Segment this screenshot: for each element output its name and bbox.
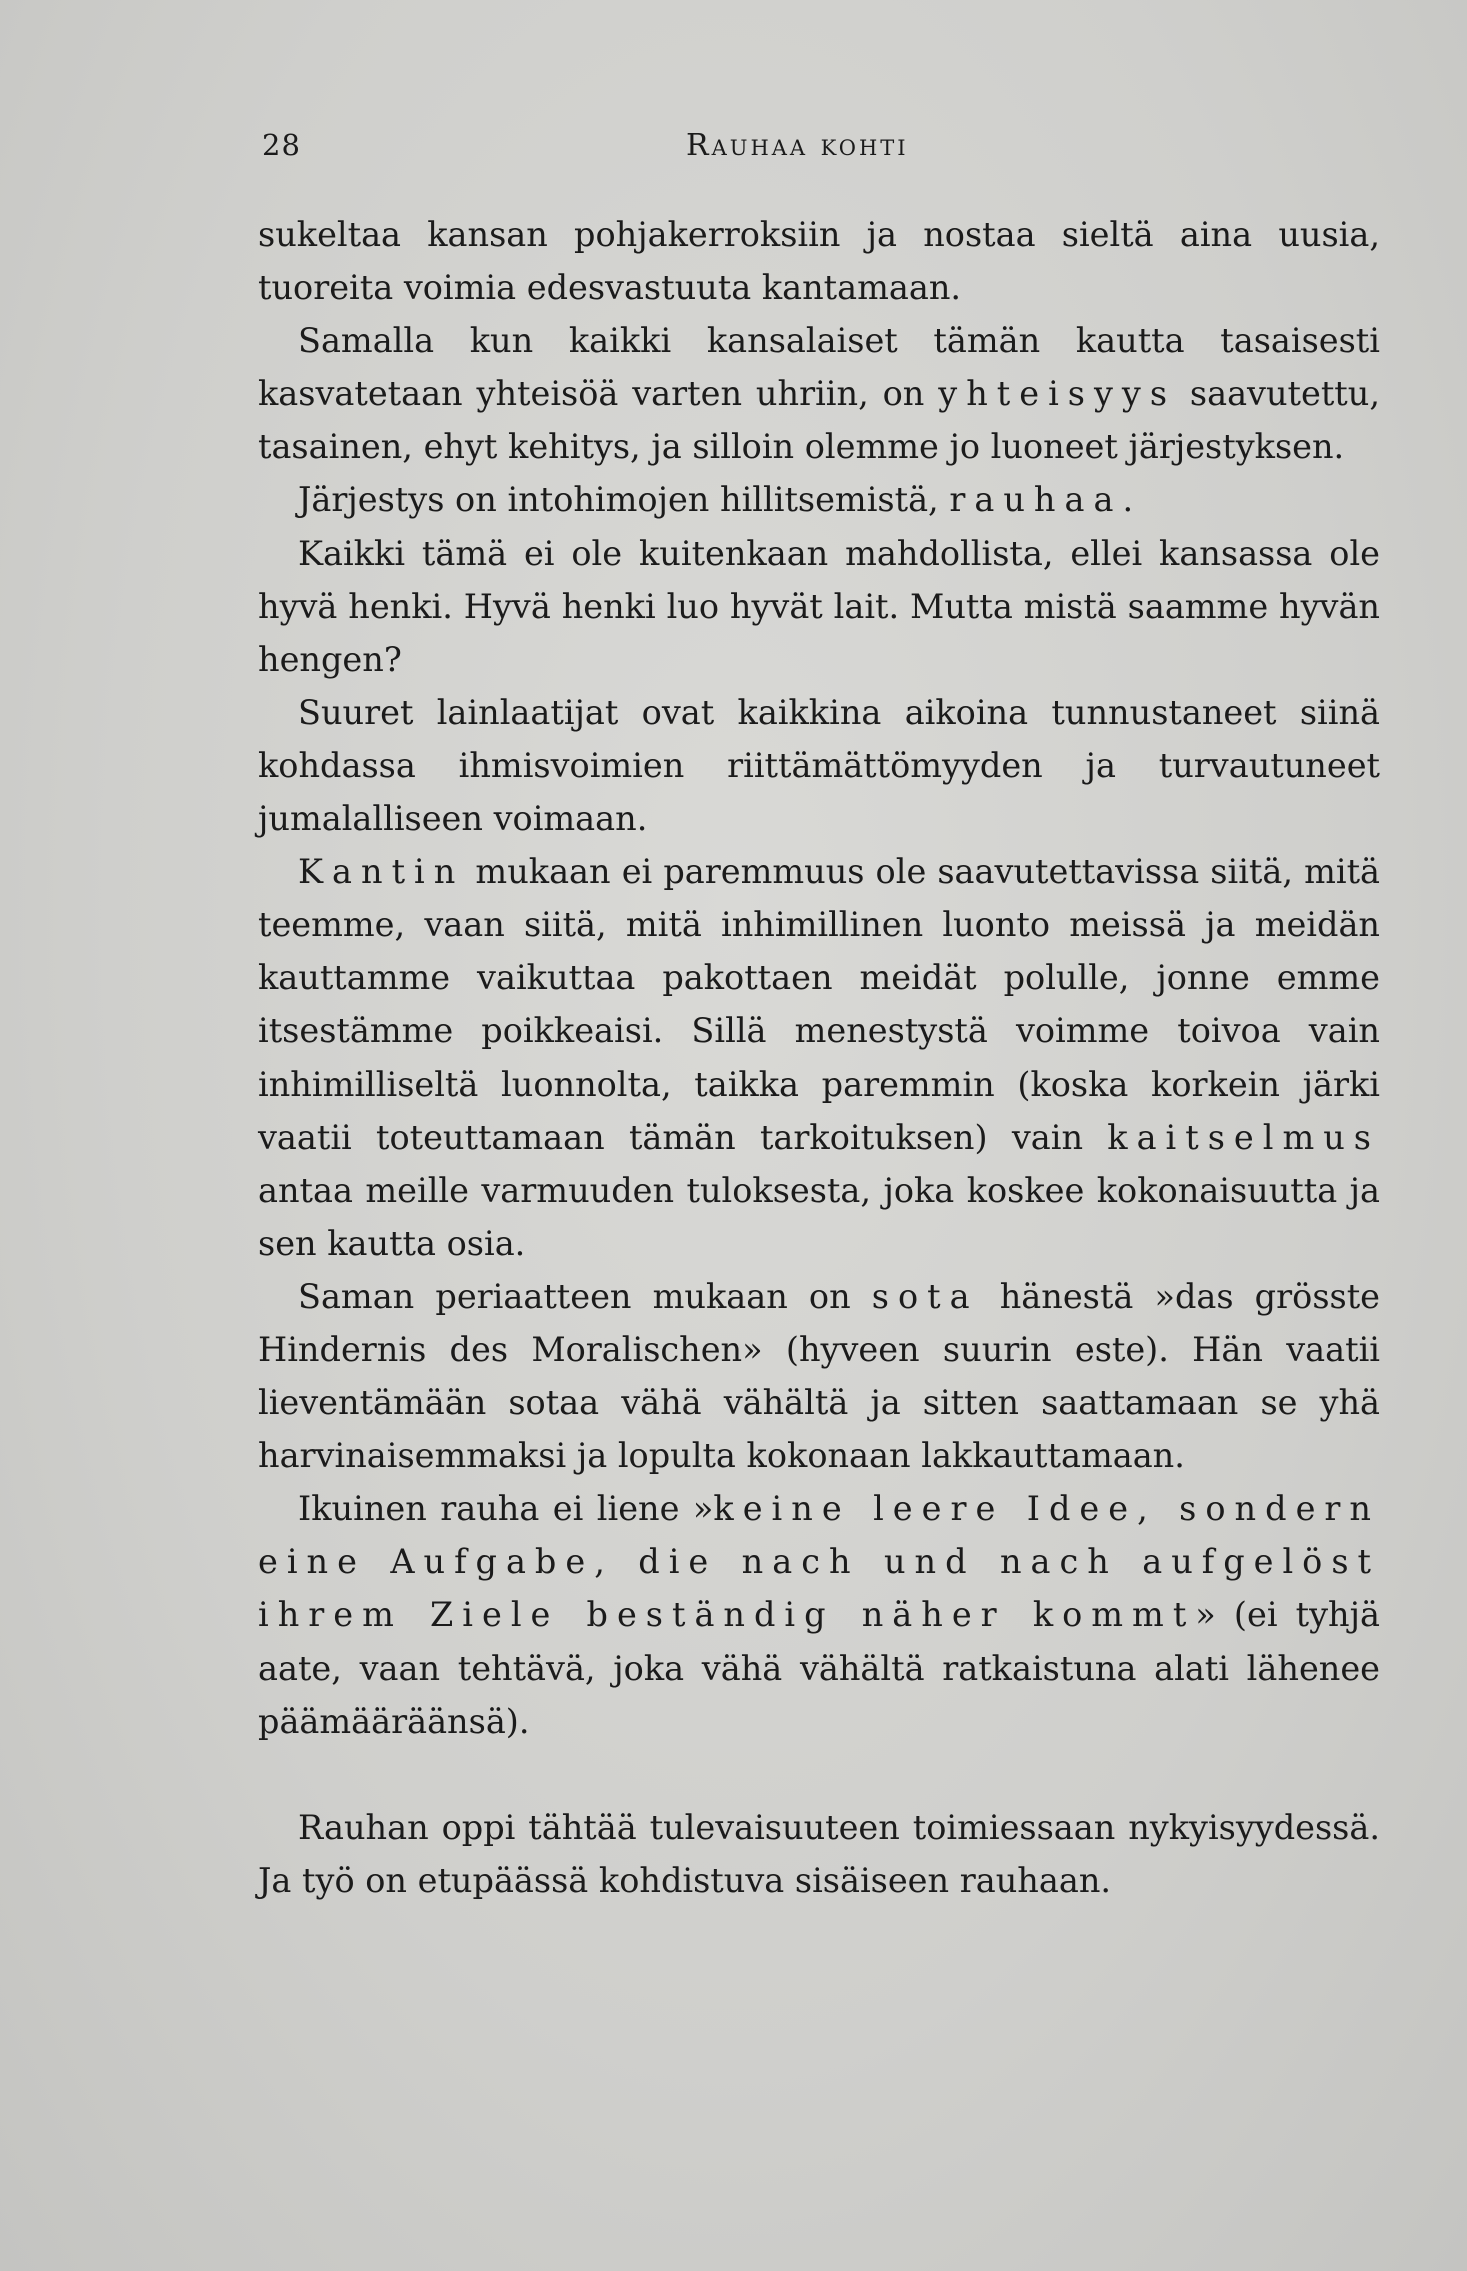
text-segment: mukaan ei paremmuus ole saavutettavissa siitä, mitä teemme, vaan siitä, mitä inhimillinen luonto meissä ja meidän kauttamme vaikuttaa pakottaen meidät polulle, jonne emme itsestämme poikkeaisi. Sillä menestystä voimme toivoa vain inhimilliseltä luonnolta, taikka paremmin (koska korkein järki vaatii toteuttamaan tämän tarkoituksen) vain <box>258 852 1380 1157</box>
paragraph-4 <box>258 527 1380 686</box>
text-segment: Rauhan oppi tähtää tulevaisuuteen toimiessaan nykyisyydessä. Ja työ on etupäässä kohdistuva sisäiseen rauhaan. <box>258 1807 1380 1900</box>
page-header <box>262 128 1380 168</box>
body-text <box>258 208 1380 1907</box>
text-segment: . <box>1122 480 1134 520</box>
text-segment: » (ei tyhjä aate, vaan tehtävä, joka vähä vähältä ratkaistuna alati lähenee päämääräänsä). <box>258 1595 1380 1741</box>
paragraph-5 <box>258 686 1380 845</box>
text-segment: antaa meille varmuuden tuloksesta, joka koskee kokonaisuutta ja sen kautta osia. <box>258 1170 1380 1263</box>
spaced-emphasis: yhteisyys <box>938 374 1177 414</box>
paragraph-6 <box>258 845 1380 1270</box>
spaced-emphasis: Kantin <box>298 852 465 892</box>
text-segment: saavutettu, tasainen, ehyt kehitys, ja silloin olemme jo luoneet järjestyksen. <box>258 374 1380 467</box>
spaced-emphasis: rauhaa <box>949 480 1123 520</box>
text-segment: Samalla kun kaikki kansalaiset tämän kautta tasaisesti kasvatetaan yhteisöä varten uhriin, on <box>258 321 1380 414</box>
text-segment: Järjestys on intohimojen hillitsemistä, <box>298 480 950 520</box>
text-segment: hänestä »das grösste Hindernis des Moralischen» (hyveen suurin este). Hän vaatii lieventämään sotaa vähä vähältä ja sitten saattamaan se yhä harvinaisemmaksi ja lopulta kokonaan lakkauttamaan. <box>258 1276 1380 1476</box>
spaced-emphasis: kaitselmus <box>1107 1117 1380 1157</box>
text-segment: sukeltaa kansan pohjakerroksiin ja nostaa sieltä aina uusia, tuoreita voimia edesvastuuta kantamaan. <box>258 215 1380 308</box>
text-segment: Saman periaatteen mukaan on <box>298 1276 872 1316</box>
paragraph-2 <box>258 314 1380 473</box>
text-segment: Ikuinen rauha ei liene » <box>298 1489 714 1529</box>
paragraph-7 <box>258 1270 1380 1482</box>
paragraph-1 <box>258 208 1380 314</box>
paragraph-3 <box>258 473 1380 526</box>
paragraph-8 <box>258 1482 1380 1747</box>
text-segment: Kaikki tämä ei ole kuitenkaan mahdollista, ellei kansassa ole hyvä henki. Hyvä henki luo hyvät lait. Mutta mistä saamme hyvän hengen? <box>258 533 1380 679</box>
page-number: 28 <box>262 128 301 162</box>
spaced-emphasis: keine leere Idee, sondern eine Aufgabe, die nach und nach aufgelöst ihrem Ziele beständig näher kommt <box>258 1489 1380 1635</box>
spaced-emphasis: sota <box>871 1276 979 1316</box>
paragraph-9 <box>258 1801 1380 1907</box>
text-segment: Suuret lainlaatijat ovat kaikkina aikoina tunnustaneet siinä kohdassa ihmisvoimien riittämättömyyden ja turvautuneet jumalalliseen voimaan. <box>258 692 1380 839</box>
running-head: Rauhaa kohti <box>686 128 909 163</box>
